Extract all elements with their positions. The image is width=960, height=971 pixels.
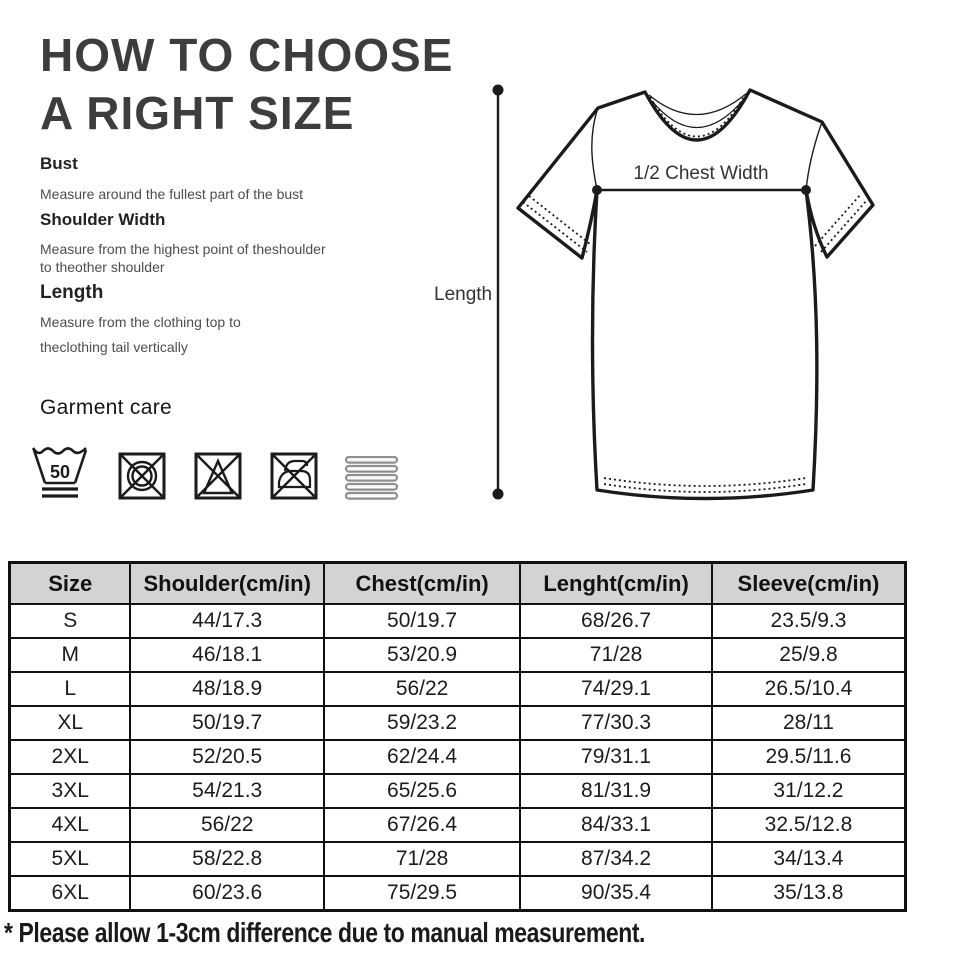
measurement-cell: 71/28 [520, 638, 712, 672]
size-cell: XL [10, 706, 131, 740]
page-title-line1: HOW TO CHOOSE [40, 29, 454, 81]
shoulder-desc-line2: to theother shoulder [40, 259, 165, 275]
size-cell: 4XL [10, 808, 131, 842]
measurement-cell: 65/25.6 [324, 774, 520, 808]
measurement-cell: 71/28 [324, 842, 520, 876]
measurement-cell: 67/26.4 [324, 808, 520, 842]
size-cell: M [10, 638, 131, 672]
tshirt-measure-diagram [430, 75, 890, 515]
column-header: Shoulder(cm/in) [130, 563, 324, 605]
tshirt-outline [518, 90, 873, 499]
table-row [10, 672, 906, 706]
do-not-tumble-dry-icon [118, 452, 166, 500]
dry-flat-icon [344, 456, 400, 500]
wash-temp-label: 50 [49, 462, 71, 482]
measurement-cell: 62/24.4 [324, 740, 520, 774]
measurement-cell: 74/29.1 [520, 672, 712, 706]
table-row [10, 876, 906, 911]
measurement-cell: 56/22 [130, 808, 324, 842]
shoulder-desc [40, 240, 326, 276]
size-cell: S [10, 604, 131, 638]
table-row [10, 740, 906, 774]
table-row [10, 604, 906, 638]
measurement-cell: 35/13.8 [712, 876, 906, 911]
shoulder-term: Shoulder Width [40, 210, 166, 229]
length-desc-line2: theclothing tail vertically [40, 339, 188, 355]
chest-measure-label: 1/2 Chest Width [633, 163, 769, 184]
size-table-head-row [10, 563, 906, 605]
column-header: Sleeve(cm/in) [712, 563, 906, 605]
measurement-cell: 54/21.3 [130, 774, 324, 808]
size-cell: 6XL [10, 876, 131, 911]
measurement-cell: 34/13.4 [712, 842, 906, 876]
size-table-body [10, 604, 906, 911]
measurement-cell: 56/22 [324, 672, 520, 706]
table-row [10, 842, 906, 876]
wash-50-icon [30, 441, 90, 503]
length-measure-line [493, 85, 504, 500]
measurement-cell: 29.5/11.6 [712, 740, 906, 774]
measurement-cell: 23.5/9.3 [712, 604, 906, 638]
measurement-cell: 52/20.5 [130, 740, 324, 774]
size-cell: L [10, 672, 131, 706]
table-row [10, 808, 906, 842]
measurement-cell: 87/34.2 [520, 842, 712, 876]
measurement-cell: 48/18.9 [130, 672, 324, 706]
measurement-cell: 31/12.2 [712, 774, 906, 808]
tshirt-icon [430, 75, 890, 515]
measurement-cell: 84/33.1 [520, 808, 712, 842]
size-cell: 3XL [10, 774, 131, 808]
measurement-cell: 50/19.7 [324, 604, 520, 638]
bust-desc: Measure around the fullest part of the bust [40, 186, 304, 202]
measurement-cell: 68/26.7 [520, 604, 712, 638]
column-header: Size [10, 563, 131, 605]
column-header: Lenght(cm/in) [520, 563, 712, 605]
measurement-cell: 81/31.9 [520, 774, 712, 808]
measurement-cell: 90/35.4 [520, 876, 712, 911]
bust-term: Bust [40, 154, 78, 173]
measurement-cell: 58/22.8 [130, 842, 324, 876]
length-measure-label: Length [434, 284, 493, 305]
measurement-footnote: * Please allow 1-3cm difference due to manual measurement. [4, 917, 646, 948]
size-table-section [8, 561, 907, 912]
measurement-cell: 25/9.8 [712, 638, 906, 672]
measurement-cell: 75/29.5 [324, 876, 520, 911]
measurement-cell: 53/20.9 [324, 638, 520, 672]
do-not-iron-icon [270, 452, 318, 500]
page-title [40, 26, 453, 142]
length-desc-line1: Measure from the clothing top to [40, 314, 241, 330]
measurement-cell: 77/30.3 [520, 706, 712, 740]
do-not-bleach-icon [194, 452, 242, 500]
measurement-cell: 32.5/12.8 [712, 808, 906, 842]
length-term: Length [40, 282, 104, 303]
measurement-cell: 46/18.1 [130, 638, 324, 672]
measurement-cell: 60/23.6 [130, 876, 324, 911]
shoulder-desc-line1: Measure from the highest point of theshoulder [40, 241, 326, 257]
measurement-cell: 59/23.2 [324, 706, 520, 740]
table-row [10, 706, 906, 740]
measurement-cell: 44/17.3 [130, 604, 324, 638]
size-cell: 2XL [10, 740, 131, 774]
measurement-cell: 28/11 [712, 706, 906, 740]
size-table [8, 561, 907, 912]
measurement-cell: 50/19.7 [130, 706, 324, 740]
table-row [10, 638, 906, 672]
measurement-cell: 26.5/10.4 [712, 672, 906, 706]
column-header: Chest(cm/in) [324, 563, 520, 605]
page-title-line2: A RIGHT SIZE [40, 87, 355, 139]
measurement-cell: 79/31.1 [520, 740, 712, 774]
table-row [10, 774, 906, 808]
garment-care-title: Garment care [40, 396, 172, 419]
size-cell: 5XL [10, 842, 131, 876]
